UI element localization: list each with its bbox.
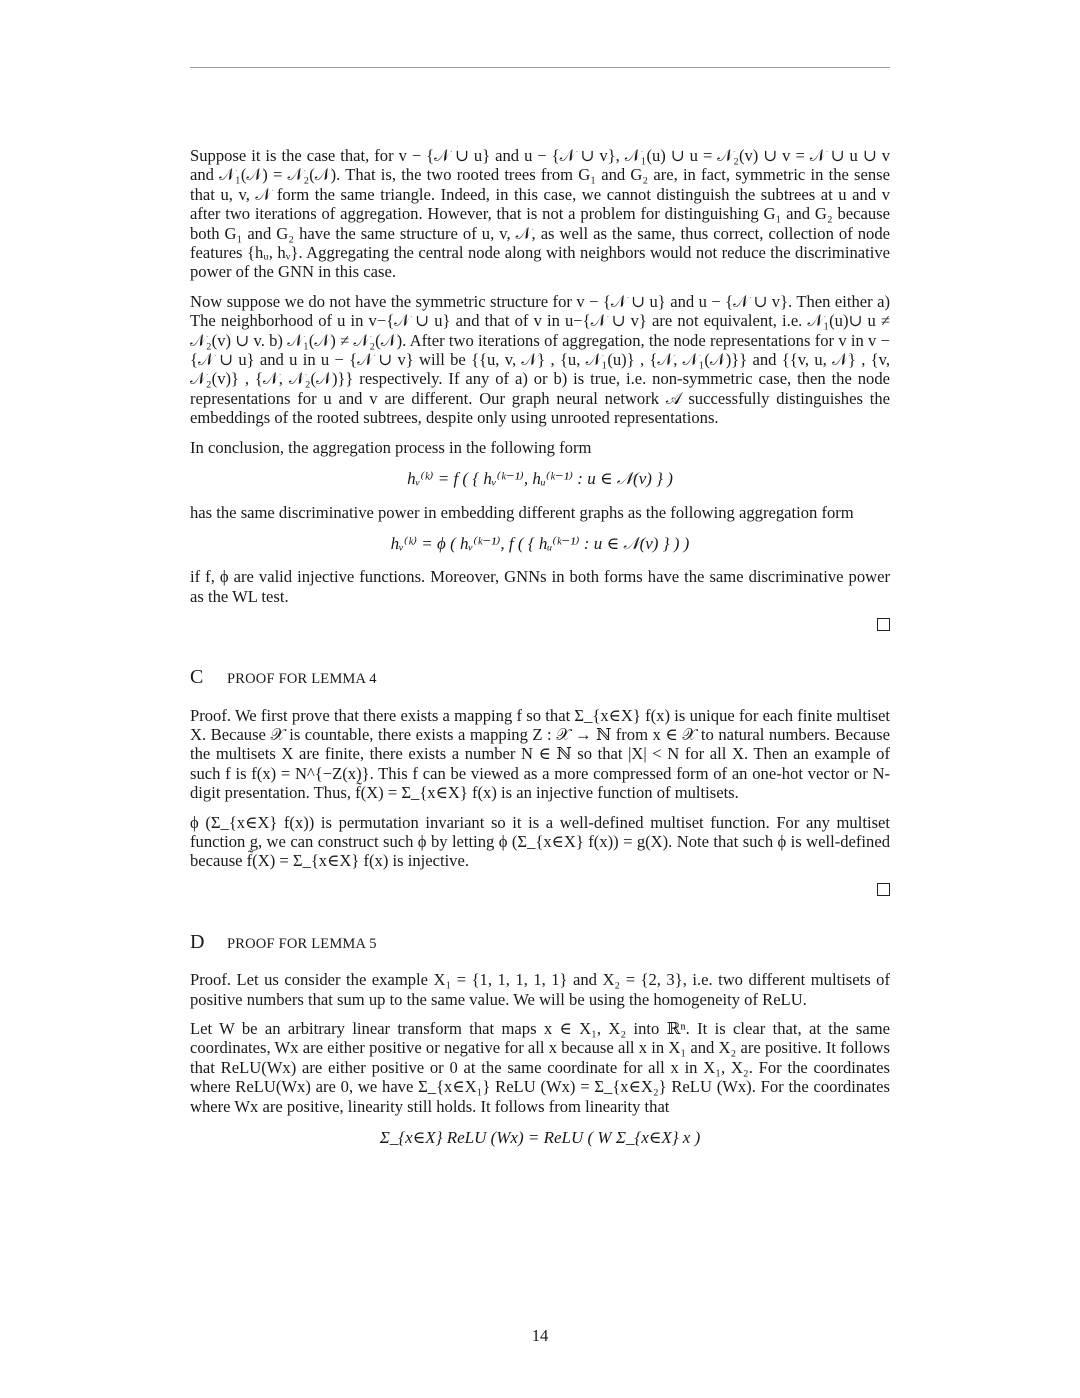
- equation-relu-sum: Σ_{x∈X} ReLU (Wx) = ReLU ( W Σ_{x∈X} x ): [379, 1128, 701, 1148]
- equation-aggregation-1: hᵥ⁽ᵏ⁾ = f ( { hᵥ⁽ᵏ⁻¹⁾, hᵤ⁽ᵏ⁻¹⁾ : u ∈ 𝒩(v) } ): [407, 469, 673, 489]
- qed-square-icon: [877, 618, 890, 631]
- section-title: PROOF FOR LEMMA 5: [227, 935, 377, 952]
- section-title: PROOF FOR LEMMA 4: [227, 671, 377, 688]
- page-body: [190, 146, 890, 1161]
- paragraph-conclusion: In conclusion, the aggregation process in the following form: [190, 437, 592, 457]
- paragraph-non-symmetric-case: Now suppose we do not have the symmetric structure for v − {𝒩 ∪ u} and u − {𝒩 ∪ v}. Then either a) The neighborhood of u in v−{𝒩 ∪ u} and that of v in u−{𝒩 ∪ v} are not equivalent, i.e. 𝒩₁(u)∪ u ≠ 𝒩₂(v) ∪ v. b) 𝒩₁(𝒩) ≠ 𝒩₂(𝒩). After two iterations of aggregation, the node representations for v in v − {𝒩 ∪ u} and u in u − {𝒩 ∪ v} will be {{u, v, 𝒩} , {u, 𝒩₁(u)} , {𝒩, 𝒩₁(𝒩)}} and {{v, u, 𝒩} , {v, 𝒩₂(v)} , {𝒩, 𝒩₂(𝒩)}} respectively. If any of a) or b) is true, i.e. non-symmetric case, then the node representations for u and v are different. Our graph neural network 𝒜 successfully distinguishes the embeddings of the rooted subtrees, despite only using unrooted representations.: [190, 291, 890, 428]
- section-heading-d: [190, 930, 890, 954]
- header-rule: [190, 67, 890, 68]
- paragraph-lemma5-example: Proof. Let us consider the example X₁ = {1, 1, 1, 1, 1} and X₂ = {2, 3}, i.e. two different multisets of positive numbers that sum up to the same value. We will be using the homogeneity of ReLU.: [190, 970, 890, 1009]
- page-number: 14: [531, 1326, 549, 1345]
- qed-row-b: [190, 616, 890, 634]
- paragraph-same-power: has the same discriminative power in embedding different graphs as the following aggregation form: [190, 502, 854, 522]
- paragraph-lemma4-proof: Proof. We first prove that there exists a mapping f so that Σ_{x∈X} f(x) is unique for each finite multiset X. Because 𝒳 is countable, there exists a mapping Z : 𝒳 → ℕ from x ∈ 𝒳 to natural numbers. Because the multisets X are finite, there exists a number N ∈ ℕ so that |X| < N for all X. Then an example of such f is f(x) = N^{−Z(x)}. This f can be viewed as a more compressed form of an one-hot vector or N-digit presentation. Thus, f̃(X) = Σ_{x∈X} f(x) is an injective function of multisets.: [190, 705, 890, 803]
- paragraph-injective: if f, ϕ are valid injective functions. Moreover, GNNs in both forms have the same discriminative power as the WL test.: [190, 567, 890, 606]
- qed-square-icon: [877, 883, 890, 896]
- paragraph-lemma4-phi: ϕ (Σ_{x∈X} f(x)) is permutation invariant so it is a well-defined multiset function. For any multiset function g, we can construct such ϕ by letting ϕ (Σ_{x∈X} f(x)) = g(X). Note that such ϕ is well-defined because f̃(X) = Σ_{x∈X} f(x) is injective.: [190, 812, 890, 871]
- paragraph-lemma5-linear: Let W be an arbitrary linear transform that maps x ∈ X₁, X₂ into ℝⁿ. It is clear that, at the same coordinates, Wx are either positive or negative for all x because all x in X₁ and X₂ are positive. It follows that ReLU(Wx) are either positive or 0 at the same coordinate for all x in X₁, X₂. For the coordinates where ReLU(Wx) are 0, we have Σ_{x∈X₁} ReLU (Wx) = Σ_{x∈X₂} ReLU (Wx). For the coordinates where Wx are positive, linearity still holds. It follows from linearity that: [190, 1019, 890, 1116]
- paragraph-symmetric-case: Suppose it is the case that, for v − {𝒩 ∪ u} and u − {𝒩 ∪ v}, 𝒩₁(u) ∪ u = 𝒩₂(v) ∪ v = 𝒩 ∪ u ∪ v and 𝒩₁(𝒩) = 𝒩₂(𝒩). That is, the two rooted trees from G₁ and G₂ are, in fact, symmetric in the sense that u, v, 𝒩 form the same triangle. Indeed, in this case, we cannot distinguish the subtrees at u and v after two iterations of aggregation. However, that is not a problem for distinguishing G₁ and G₂ because both G₁ and G₂ have the same structure of u, v, 𝒩, as well as the same, thus correct, collection of node features {hᵤ, hᵥ}. Aggregating the central node along with neighbors would not reduce the discriminative power of the GNN in this case.: [190, 146, 890, 282]
- section-number: D: [190, 930, 205, 953]
- qed-row-c: [190, 881, 890, 899]
- section-number: C: [190, 666, 204, 689]
- equation-aggregation-2: hᵥ⁽ᵏ⁾ = ϕ ( hᵥ⁽ᵏ⁻¹⁾, f ( { hᵤ⁽ᵏ⁻¹⁾ : u ∈ 𝒩(v) } ) ): [390, 533, 690, 553]
- section-heading-c: [190, 668, 890, 689]
